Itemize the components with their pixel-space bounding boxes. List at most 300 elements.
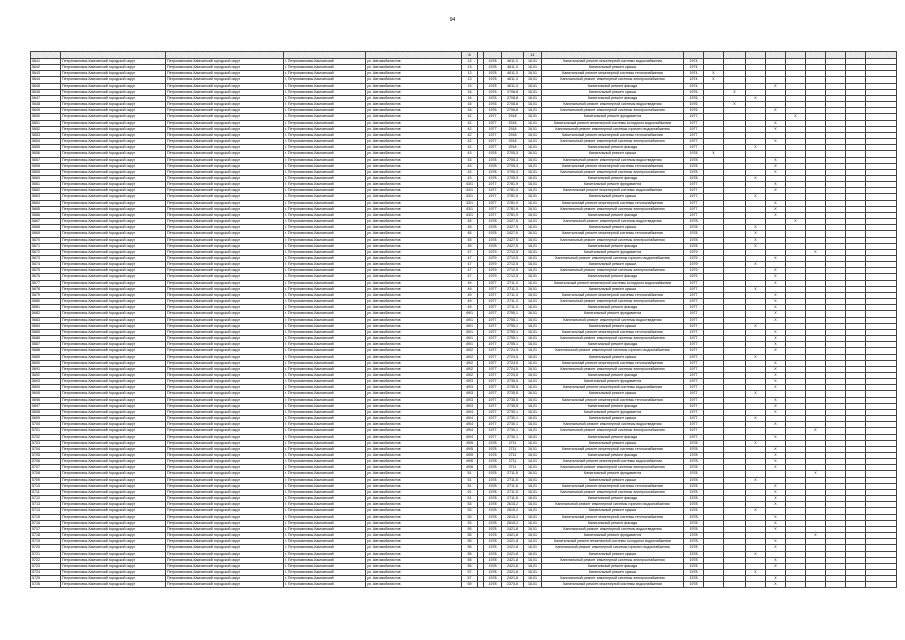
city-cell: г. Петропавловск-Камчатский — [284, 89, 366, 95]
organization-cell: Петропавловск-Камчатский городской округ — [61, 114, 166, 120]
column-header — [704, 52, 724, 59]
plan-year-cell: 1977 — [684, 212, 704, 218]
municipality-cell: Петропавловск-Камчатский городской округ — [166, 409, 284, 415]
municipality-cell: Петропавловск-Камчатский городской округ — [166, 225, 284, 231]
row-number-cell: 5677 — [31, 280, 61, 286]
municipality-cell: Петропавловск-Камчатский городской округ — [166, 397, 284, 403]
year-cell: 1977 — [484, 114, 502, 120]
area-cell: 2708,8 — [502, 89, 524, 95]
organization-cell: Петропавловск-Камчатский городской округ — [61, 200, 166, 206]
street-cell: ул. Автомобилистов — [366, 514, 462, 520]
city-cell: г. Петропавловск-Камчатский — [284, 268, 366, 274]
municipality-cell: Петропавловск-Камчатский городской округ — [166, 95, 284, 101]
house-number-cell: 13 — [462, 59, 478, 65]
municipality-cell: Петропавловск-Камчатский городской округ — [166, 77, 284, 83]
municipality-cell: Петропавловск-Камчатский городской округ — [166, 175, 284, 181]
amount-cell: 16,01 — [524, 533, 542, 539]
area-cell: 2918 — [502, 120, 524, 126]
work-type-cell: Капитальный ремонт фундамента — [542, 409, 684, 415]
organization-cell: Петропавловск-Камчатский городской округ — [61, 551, 166, 557]
work-type-cell: Капитальный ремонт инженерной системы водоснабжения — [542, 59, 684, 65]
work-type-cell: Капитальный ремонт фундамента — [542, 311, 684, 317]
year-cell: 1977 — [484, 139, 502, 145]
period-mark-cell: Х — [746, 145, 766, 151]
year-cell: 1977 — [484, 280, 502, 286]
plan-year-cell: 1977 — [684, 354, 704, 360]
column-header — [166, 52, 284, 59]
organization-cell: Петропавловск-Камчатский городской округ — [61, 477, 166, 483]
organization-cell: Петропавловск-Камчатский городской округ — [61, 520, 166, 526]
amount-cell: 16,01 — [524, 446, 542, 452]
period-mark-cell: Х — [746, 508, 766, 514]
municipality-cell: Петропавловск-Камчатский городской округ — [166, 71, 284, 77]
organization-cell: Петропавловск-Камчатский городской округ — [61, 95, 166, 101]
organization-cell: Петропавловск-Камчатский городской округ — [61, 342, 166, 348]
city-cell: г. Петропавловск-Камчатский — [284, 323, 366, 329]
year-cell: 1976 — [484, 102, 502, 108]
row-number-cell: 5674 — [31, 262, 61, 268]
city-cell: г. Петропавловск-Камчатский — [284, 77, 366, 83]
house-number-cell: 49/3 — [462, 391, 478, 397]
year-cell: 1978 — [484, 489, 502, 495]
street-cell: ул. Автомобилистов — [366, 379, 462, 385]
plan-year-cell: 1977 — [684, 182, 704, 188]
organization-cell: Петропавловск-Камчатский городской округ — [61, 299, 166, 305]
row-number-cell: 5661 — [31, 182, 61, 188]
municipality-cell: Петропавловск-Камчатский городской округ — [166, 520, 284, 526]
plan-year-cell: 1978 — [684, 539, 704, 545]
amount-cell: 16,01 — [524, 77, 542, 83]
amount-cell: 16,01 — [524, 323, 542, 329]
city-cell: г. Петропавловск-Камчатский — [284, 256, 366, 262]
house-number-cell: 47 — [462, 249, 478, 255]
year-cell: 1979 — [484, 262, 502, 268]
table-row — [31, 582, 897, 588]
work-type-cell: Капитальный ремонт крыши — [542, 551, 684, 557]
register-table — [30, 51, 897, 588]
year-cell: 1978 — [484, 459, 502, 465]
municipality-cell: Петропавловск-Камчатский городской округ — [166, 323, 284, 329]
house-number-cell: 43/1 — [462, 194, 478, 200]
plan-year-cell: 1979 — [684, 256, 704, 262]
period-mark-cell: Х — [746, 354, 766, 360]
year-cell: 1978 — [484, 551, 502, 557]
area-cell: 2421,8 — [502, 563, 524, 569]
year-cell: 1977 — [484, 212, 502, 218]
row-number-cell: 5725 — [31, 576, 61, 582]
work-type-cell: Капитальный ремонт крыши — [542, 225, 684, 231]
area-cell: 2781,9 — [502, 182, 524, 188]
city-cell: г. Петропавловск-Камчатский — [284, 194, 366, 200]
period-mark-cell: Х — [766, 483, 786, 489]
municipality-cell: Петропавловск-Камчатский городской округ — [166, 163, 284, 169]
year-cell: 1978 — [484, 175, 502, 181]
street-cell: ул. Автомобилистов — [366, 237, 462, 243]
city-cell: г. Петропавловск-Камчатский — [284, 243, 366, 249]
organization-cell: Петропавловск-Камчатский городской округ — [61, 391, 166, 397]
work-type-cell: Капитальный ремонт инженерной системы горячего водоснабжения — [542, 126, 684, 132]
municipality-cell: Петропавловск-Камчатский городской округ — [166, 569, 284, 575]
plan-year-cell: 1978 — [684, 175, 704, 181]
municipality-cell: Петропавловск-Камчатский городской округ — [166, 194, 284, 200]
organization-cell: Петропавловск-Камчатский городской округ — [61, 268, 166, 274]
work-type-cell: Капитальный ремонт фасада — [542, 434, 684, 440]
work-type-cell: Капитальный ремонт инженерной системы электроснабжения — [542, 299, 684, 305]
period-mark-cell: Х — [724, 89, 746, 95]
period-mark-cell: Х — [766, 83, 786, 89]
street-cell: ул. Автомобилистов — [366, 243, 462, 249]
area-cell: 2730,1 — [502, 428, 524, 434]
work-type-cell: Капитальный ремонт крыши — [542, 354, 684, 360]
organization-cell: Петропавловск-Камчатский городской округ — [61, 163, 166, 169]
work-type-cell: Капитальный ремонт крыши — [542, 65, 684, 71]
work-type-cell: Капитальный ремонт инженерной системы водоотведения — [542, 422, 684, 428]
work-type-cell: Капитальный ремонт инженерной системы теплоснабжения — [542, 163, 684, 169]
organization-cell: Петропавловск-Камчатский городской округ — [61, 280, 166, 286]
period-mark-cell: Х — [766, 496, 786, 502]
area-cell: 2708,8 — [502, 108, 524, 114]
period-mark-cell: Х — [766, 268, 786, 274]
work-type-cell: Капитальный ремонт инженерной системы электроснабжения — [542, 336, 684, 342]
work-type-cell: Капитальный ремонт фасада — [542, 520, 684, 526]
municipality-cell: Петропавловск-Камчатский городской округ — [166, 329, 284, 335]
plan-year-cell: 1978 — [684, 465, 704, 471]
area-cell: 4611,3 — [502, 59, 524, 65]
amount-cell: 16,01 — [524, 182, 542, 188]
city-cell: г. Петропавловск-Камчатский — [284, 563, 366, 569]
work-type-cell: Капитальный ремонт фасада — [542, 305, 684, 311]
period-mark-cell: Х — [766, 403, 786, 409]
plan-year-cell: 1978 — [684, 459, 704, 465]
year-cell: 1977 — [484, 372, 502, 378]
organization-cell: Петропавловск-Камчатский городской округ — [61, 453, 166, 459]
area-cell: 2735,5 — [502, 391, 524, 397]
municipality-cell: Петропавловск-Камчатский городской округ — [166, 514, 284, 520]
street-cell: ул. Автомобилистов — [366, 182, 462, 188]
work-type-cell: Капитальный ремонт фасада — [542, 453, 684, 459]
row-number-cell: 5700 — [31, 422, 61, 428]
column-header — [866, 52, 897, 59]
street-cell: ул. Автомобилистов — [366, 539, 462, 545]
period-mark-cell: Х — [746, 416, 766, 422]
municipality-cell: Петропавловск-Камчатский городской округ — [166, 182, 284, 188]
period-mark-cell: Х — [766, 379, 786, 385]
plan-year-cell: 1977 — [684, 299, 704, 305]
period-mark-cell: Х — [746, 477, 766, 483]
amount-cell: 16,01 — [524, 336, 542, 342]
year-cell: 1978 — [484, 496, 502, 502]
period-mark-cell: Х — [806, 249, 826, 255]
amount-cell: 16,01 — [524, 416, 542, 422]
amount-cell: 16,01 — [524, 576, 542, 582]
area-cell: 2735,5 — [502, 379, 524, 385]
year-cell: 1978 — [484, 545, 502, 551]
column-header — [766, 52, 786, 59]
work-type-cell: Капитальный ремонт крыши — [542, 194, 684, 200]
organization-cell: Петропавловск-Камчатский городской округ — [61, 274, 166, 280]
year-cell: 1978 — [484, 520, 502, 526]
house-number-cell: 42 — [462, 120, 478, 126]
amount-cell: 16,01 — [524, 108, 542, 114]
plan-year-cell: 1978 — [684, 563, 704, 569]
amount-cell: 16,01 — [524, 268, 542, 274]
municipality-cell: Петропавловск-Камчатский городской округ — [166, 145, 284, 151]
street-cell: ул. Автомобилистов — [366, 71, 462, 77]
municipality-cell: Петропавловск-Камчатский городской округ — [166, 336, 284, 342]
organization-cell: Петропавловск-Камчатский городской округ — [61, 514, 166, 520]
row-number-cell: 5676 — [31, 274, 61, 280]
city-cell: г. Петропавловск-Камчатский — [284, 169, 366, 175]
city-cell: г. Петропавловск-Камчатский — [284, 379, 366, 385]
plan-year-cell: 1977 — [684, 391, 704, 397]
year-cell: 1977 — [484, 194, 502, 200]
street-cell: ул. Автомобилистов — [366, 163, 462, 169]
year-cell: 1977 — [484, 422, 502, 428]
organization-cell: Петропавловск-Камчатский городской округ — [61, 71, 166, 77]
row-number-cell: 5659 — [31, 169, 61, 175]
period-mark-cell: Х — [746, 569, 766, 575]
column-header — [746, 52, 766, 59]
amount-cell: 16,01 — [524, 483, 542, 489]
municipality-cell: Петропавловск-Камчатский городской округ — [166, 533, 284, 539]
municipality-cell: Петропавловск-Камчатский городской округ — [166, 280, 284, 286]
street-cell: ул. Автомобилистов — [366, 169, 462, 175]
city-cell: г. Петропавловск-Камчатский — [284, 385, 366, 391]
street-cell: ул. Автомобилистов — [366, 292, 462, 298]
street-cell: ул. Автомобилистов — [366, 77, 462, 83]
amount-cell: 16,01 — [524, 280, 542, 286]
organization-cell: Петропавловск-Камчатский городской округ — [61, 188, 166, 194]
organization-cell: Петропавловск-Камчатский городской округ — [61, 446, 166, 452]
amount-cell: 16,01 — [524, 249, 542, 255]
plan-year-cell: 1978 — [684, 219, 704, 225]
municipality-cell: Петропавловск-Камчатский городской округ — [166, 59, 284, 65]
plan-year-cell: 1978 — [684, 151, 704, 157]
municipality-cell: Петропавловск-Камчатский городской округ — [166, 231, 284, 237]
house-number-cell: 16 — [462, 102, 478, 108]
amount-cell: 16,01 — [524, 206, 542, 212]
period-mark-cell: Х — [766, 280, 786, 286]
period-mark-cell: Х — [766, 212, 786, 218]
municipality-cell: Петропавловск-Камчатский городской округ — [166, 108, 284, 114]
work-type-cell: Капитальный ремонт инженерной системы теплоснабжения — [542, 446, 684, 452]
period-mark-cell: Х — [704, 71, 724, 77]
amount-cell: 16,01 — [524, 317, 542, 323]
city-cell: г. Петропавловск-Камчатский — [284, 286, 366, 292]
organization-cell: Петропавловск-Камчатский городской округ — [61, 157, 166, 163]
area-cell: 2711 — [502, 459, 524, 465]
house-number-cell: 47 — [462, 256, 478, 262]
work-type-cell: Капитальный ремонт фасада — [542, 403, 684, 409]
street-cell: ул. Автомобилистов — [366, 428, 462, 434]
amount-cell: 16,01 — [524, 551, 542, 557]
period-mark-cell — [826, 582, 846, 588]
city-cell: г. Петропавловск-Камчатский — [284, 311, 366, 317]
row-number-cell: 5683 — [31, 317, 61, 323]
house-number-cell: 45 — [462, 237, 478, 243]
area-cell: 2708,8 — [502, 102, 524, 108]
municipality-cell: Петропавловск-Камчатский городской округ — [166, 65, 284, 71]
area-cell: 2711 — [502, 465, 524, 471]
year-cell: 1977 — [484, 145, 502, 151]
work-type-cell: Капитальный ремонт инженерной системы теплоснабжения — [542, 483, 684, 489]
amount-cell: 16,01 — [524, 385, 542, 391]
year-cell: 1977 — [484, 379, 502, 385]
house-number-cell: 49 — [462, 299, 478, 305]
period-mark-cell: Х — [766, 502, 786, 508]
period-mark-cell: Х — [746, 551, 766, 557]
work-type-cell: Капитальный ремонт инженерной системы электроснабжения — [542, 576, 684, 582]
municipality-cell: Петропавловск-Камчатский городской округ — [166, 545, 284, 551]
plan-year-cell: 1976 — [684, 89, 704, 95]
amount-cell: 16,01 — [524, 237, 542, 243]
street-cell: ул. Автомобилистов — [366, 496, 462, 502]
house-number-cell: 47 — [462, 262, 478, 268]
plan-year-cell: 1977 — [684, 366, 704, 372]
amount-cell: 16,01 — [524, 139, 542, 145]
city-cell: г. Петропавловск-Камчатский — [284, 489, 366, 495]
plan-year-cell: 1977 — [684, 360, 704, 366]
house-number-cell: 49/2 — [462, 354, 478, 360]
city-cell: г. Петропавловск-Камчатский — [284, 428, 366, 434]
street-cell: ул. Автомобилистов — [366, 440, 462, 446]
street-cell: ул. Автомобилистов — [366, 533, 462, 539]
year-cell: 1979 — [484, 268, 502, 274]
period-mark-cell: Х — [766, 169, 786, 175]
row-number-cell: 5694 — [31, 385, 61, 391]
work-type-cell: Капитальный ремонт инженерной системы водоотведения — [542, 157, 684, 163]
plan-year-cell: 1976 — [684, 95, 704, 101]
year-cell: 1978 — [484, 557, 502, 563]
period-mark-cell: Х — [766, 317, 786, 323]
year-cell: 1976 — [484, 108, 502, 114]
amount-cell: 16,01 — [524, 403, 542, 409]
plan-year-cell: 1978 — [684, 489, 704, 495]
area-cell: 2781,9 — [502, 188, 524, 194]
period-mark-cell: Х — [766, 139, 786, 145]
amount-cell: 16,01 — [524, 89, 542, 95]
period-mark-cell: Х — [766, 557, 786, 563]
city-cell: г. Петропавловск-Камчатский — [284, 280, 366, 286]
area-cell: 2730,1 — [502, 416, 524, 422]
organization-cell: Петропавловск-Камчатский городской округ — [61, 366, 166, 372]
amount-cell: 16,01 — [524, 286, 542, 292]
house-number-cell: 43/1 — [462, 206, 478, 212]
work-type-cell: Капитальный ремонт крыши — [542, 286, 684, 292]
period-mark-cell: Х — [746, 323, 766, 329]
municipality-cell: Петропавловск-Камчатский городской округ — [166, 219, 284, 225]
house-number-cell: 55 — [462, 551, 478, 557]
city-cell: г. Петропавловск-Камчатский — [284, 434, 366, 440]
organization-cell: Петропавловск-Камчатский городской округ — [61, 108, 166, 114]
plan-year-cell: 1978 — [684, 533, 704, 539]
table-body — [31, 59, 897, 588]
city-cell: г. Петропавловск-Камчатский — [284, 206, 366, 212]
row-number-cell: 5672 — [31, 249, 61, 255]
organization-cell: Петропавловск-Камчатский городской округ — [61, 323, 166, 329]
municipality-cell: Петропавловск-Камчатский городской округ — [166, 157, 284, 163]
work-type-cell: Капитальный ремонт фасада — [542, 83, 684, 89]
period-mark-cell: Х — [766, 126, 786, 132]
municipality-cell: Петропавловск-Камчатский городской округ — [166, 212, 284, 218]
area-cell: 2918 — [502, 139, 524, 145]
street-cell: ул. Автомобилистов — [366, 569, 462, 575]
street-cell: ул. Автомобилистов — [366, 225, 462, 231]
city-cell: г. Петропавловск-Камчатский — [284, 59, 366, 65]
area-cell: 2705,3 — [502, 169, 524, 175]
city-cell: г. Петропавловск-Камчатский — [284, 514, 366, 520]
organization-cell: Петропавловск-Камчатский городской округ — [61, 563, 166, 569]
area-cell: 2427,5 — [502, 243, 524, 249]
plan-year-cell: 1977 — [684, 114, 704, 120]
work-type-cell: Капитальный ремонт крыши — [542, 416, 684, 422]
house-number-cell: 49 — [462, 286, 478, 292]
organization-cell: Петропавловск-Камчатский городской округ — [61, 219, 166, 225]
house-number-cell: 43/1 — [462, 212, 478, 218]
street-cell: ул. Автомобилистов — [366, 372, 462, 378]
area-cell: 2705,3 — [502, 175, 524, 181]
period-mark-cell: Х — [766, 563, 786, 569]
amount-cell: 16,01 — [524, 175, 542, 181]
area-cell: 4611,3 — [502, 83, 524, 89]
year-cell: 1977 — [484, 360, 502, 366]
organization-cell: Петропавловск-Камчатский городской округ — [61, 354, 166, 360]
house-number-cell: 47 — [462, 268, 478, 274]
work-type-cell: Капитальный ремонт крыши — [542, 569, 684, 575]
municipality-cell: Петропавловск-Камчатский городской округ — [166, 299, 284, 305]
house-number-cell: 16 — [462, 89, 478, 95]
area-cell: 2755,1 — [502, 311, 524, 317]
work-type-cell: Капитальный ремонт инженерной системы водоснабжения — [542, 188, 684, 194]
document-sheet — [30, 51, 876, 588]
area-cell: 2755,1 — [502, 336, 524, 342]
column-header — [61, 52, 166, 59]
row-number-cell: 5650 — [31, 114, 61, 120]
area-cell: 2730,1 — [502, 422, 524, 428]
area-cell: 4611,3 — [502, 77, 524, 83]
amount-cell: 16,01 — [524, 59, 542, 65]
row-number-cell: 5657 — [31, 157, 61, 163]
area-cell: 2712,5 — [502, 274, 524, 280]
row-number-cell: 5690 — [31, 360, 61, 366]
amount-cell: 16,01 — [524, 453, 542, 459]
amount-cell: 16,01 — [524, 520, 542, 526]
work-type-cell: Капитальный ремонт фундамента — [542, 533, 684, 539]
area-cell: 2730,1 — [502, 409, 524, 415]
year-cell: 1977 — [484, 311, 502, 317]
street-cell: ул. Автомобилистов — [366, 126, 462, 132]
work-type-cell: Капитальный ремонт инженерной системы горячего водоснабжения — [542, 502, 684, 508]
period-mark-cell: Х — [724, 102, 746, 108]
column-header — [806, 52, 826, 59]
organization-cell: Петропавловск-Камчатский городской округ — [61, 120, 166, 126]
year-cell: 1978 — [484, 533, 502, 539]
row-number-cell: 5685 — [31, 329, 61, 335]
year-cell: 1978 — [484, 471, 502, 477]
row-number-cell: 5644 — [31, 77, 61, 83]
year-cell: 1978 — [484, 569, 502, 575]
period-mark-cell: Х — [766, 372, 786, 378]
work-type-cell: Капитальный ремонт фасада — [542, 145, 684, 151]
plan-year-cell: 1977 — [684, 379, 704, 385]
municipality-cell: Петропавловск-Камчатский городской округ — [166, 268, 284, 274]
city-cell: г. Петропавловск-Камчатский — [284, 409, 366, 415]
year-cell: 1978 — [484, 576, 502, 582]
street-cell: ул. Автомобилистов — [366, 175, 462, 181]
organization-cell: Петропавловск-Камчатский городской округ — [61, 379, 166, 385]
municipality-cell: Петропавловск-Камчатский городской округ — [166, 576, 284, 582]
city-cell: г. Петропавловск-Камчатский — [284, 139, 366, 145]
